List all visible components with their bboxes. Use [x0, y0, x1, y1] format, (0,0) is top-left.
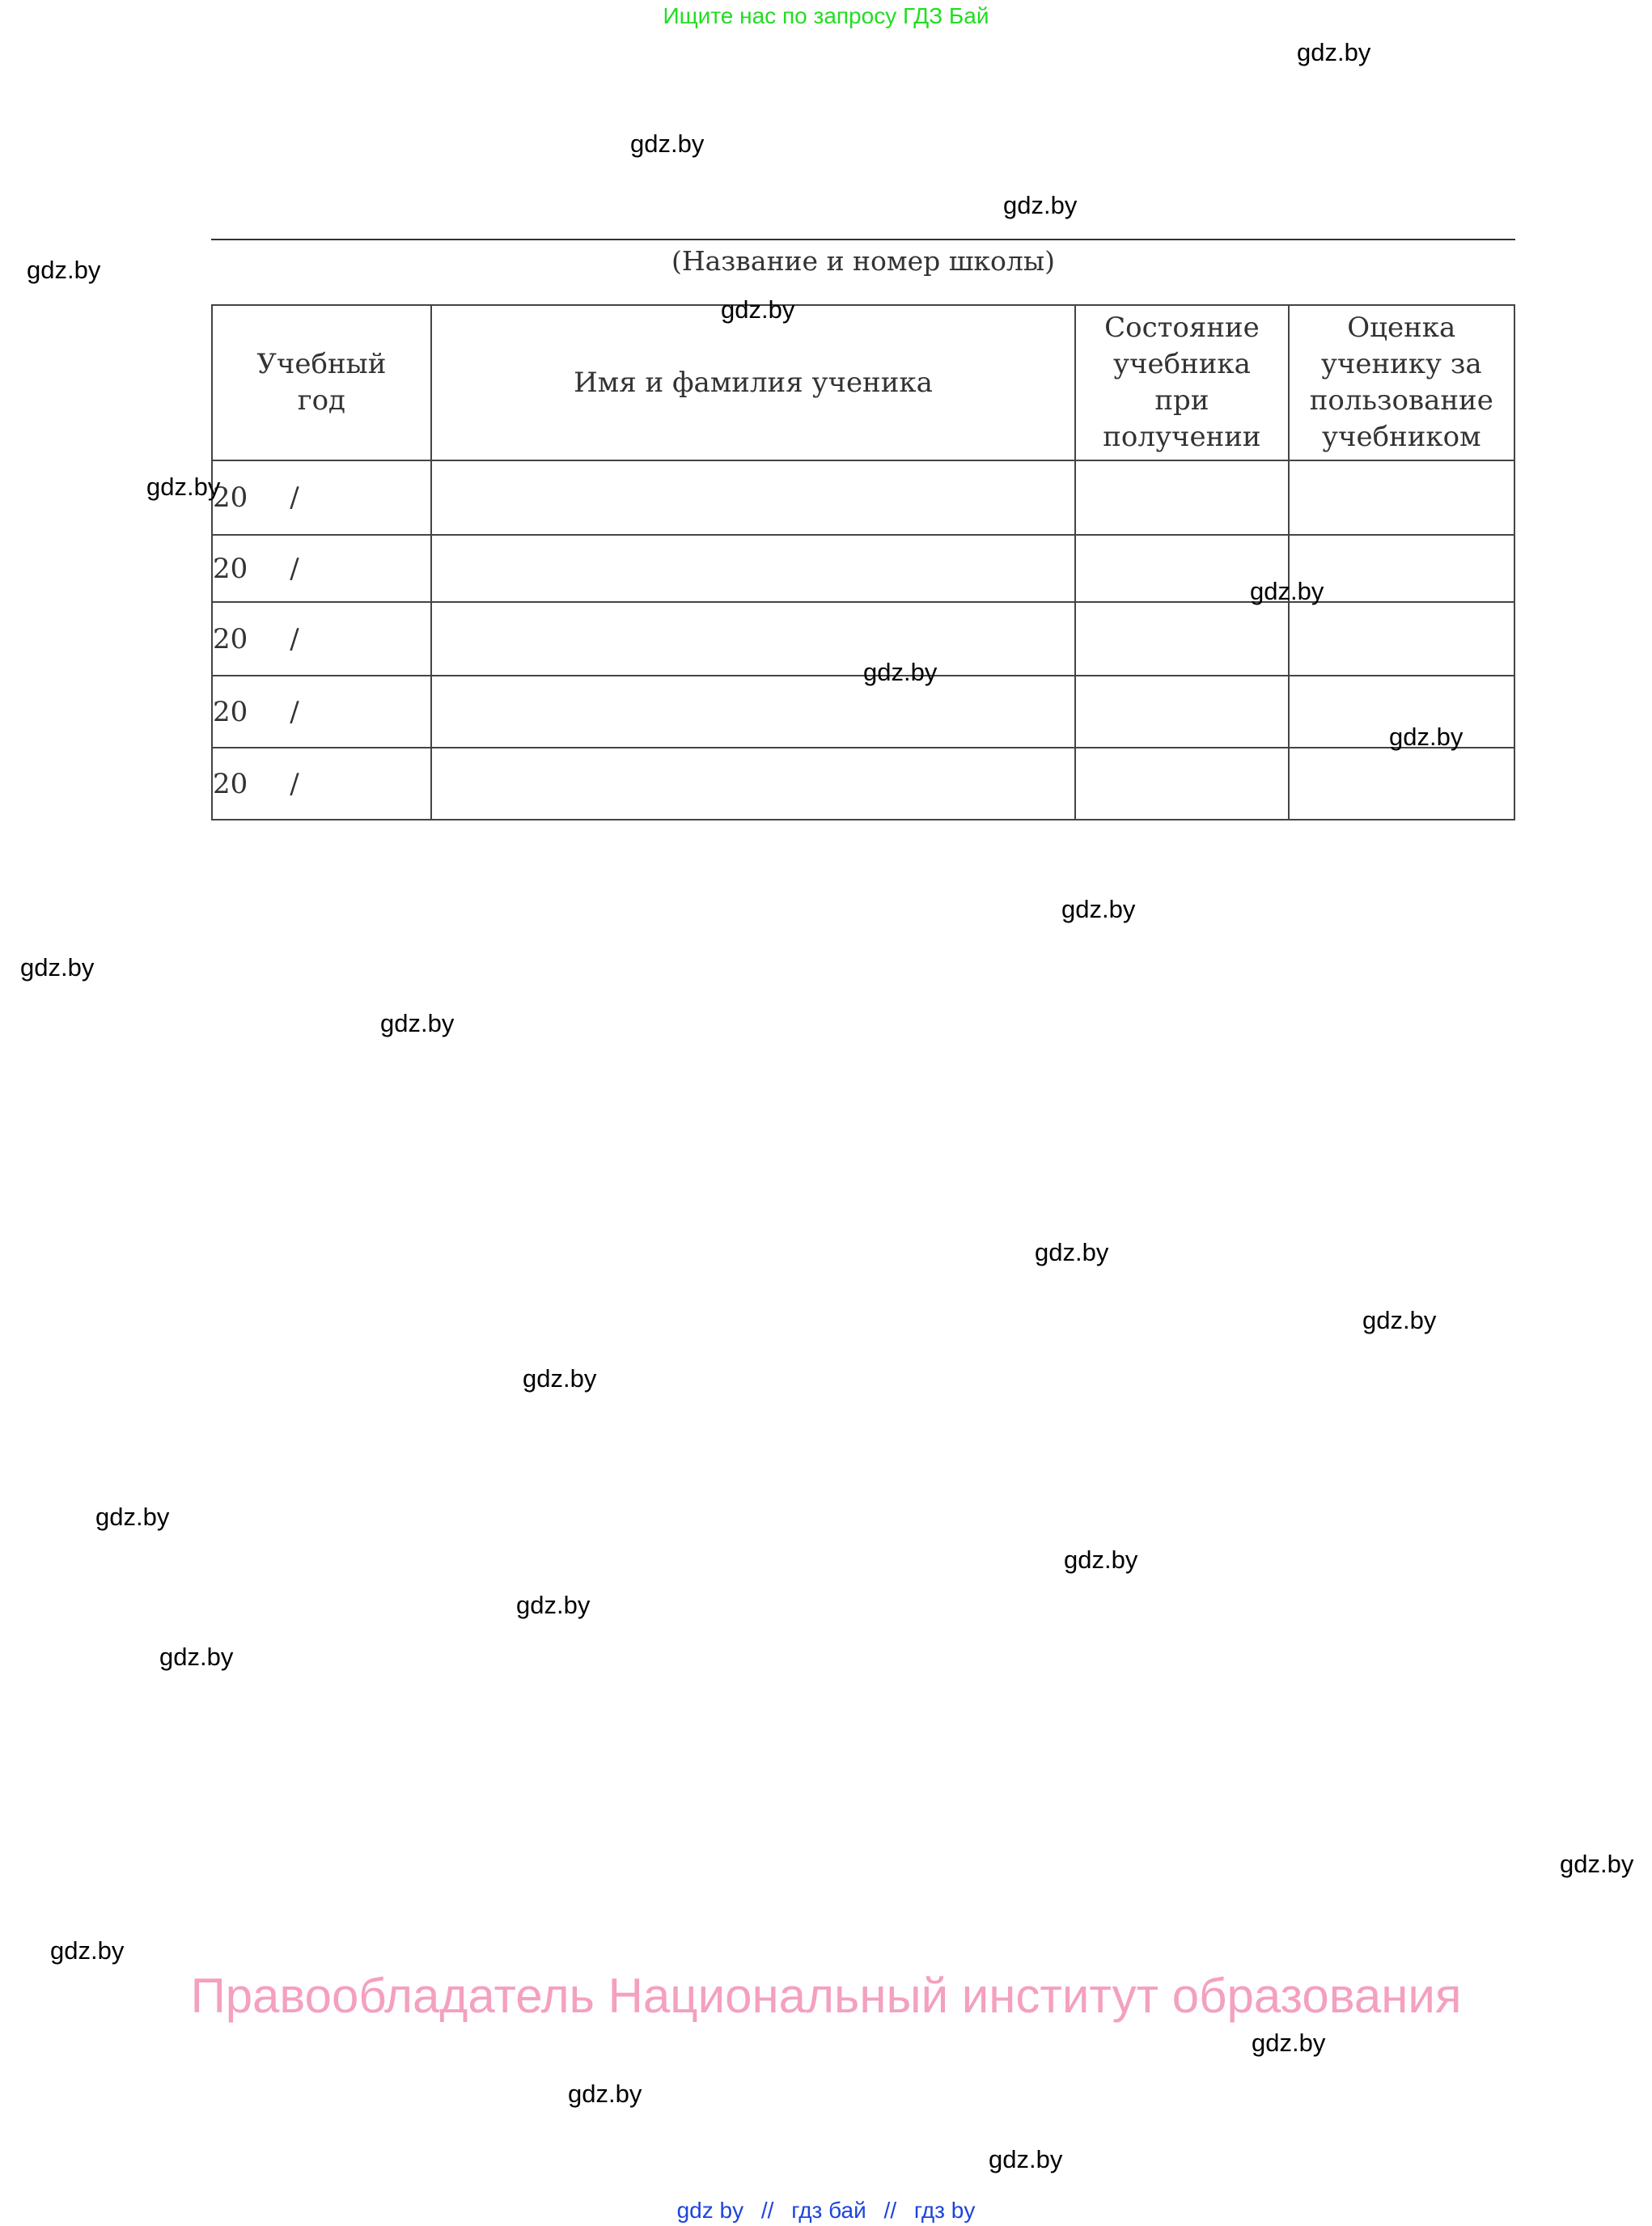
watermark: gdz.by [1035, 1238, 1109, 1266]
school-name-caption: (Название и номер школы) [671, 245, 1056, 277]
column-header-year [212, 305, 431, 460]
year-prefix: 20 [213, 695, 248, 728]
watermark: gdz.by [27, 256, 101, 284]
watermark: gdz.by [159, 1643, 234, 1671]
watermark: gdz.by [630, 129, 705, 158]
year-slash: / [290, 622, 299, 655]
header-line: ученику за [1320, 348, 1482, 380]
school-name-line [211, 239, 1515, 240]
watermark: gdz.by [146, 473, 221, 501]
year-prefix: 20 [213, 767, 248, 800]
student-name-cell [431, 676, 1076, 748]
search-hint-link[interactable]: Ищите нас по запросу ГДЗ Бай [663, 3, 989, 28]
watermark: gdz.by [1389, 723, 1464, 751]
header-line: Оценка [1347, 312, 1456, 344]
watermark: gdz.by [1297, 38, 1371, 66]
condition-cell [1075, 748, 1288, 820]
header-line: год [297, 384, 345, 417]
copyright-notice: Правообладатель Национальный институт образования [190, 1969, 1462, 2023]
header-line: учебником [1321, 421, 1481, 453]
column-header-condition [1075, 305, 1288, 460]
watermark: gdz.by [50, 1936, 125, 1965]
student-name-cell [431, 535, 1076, 602]
watermark: gdz.by [1250, 577, 1324, 605]
year-cell [212, 748, 431, 820]
year-cell [212, 535, 431, 602]
year-slash: / [290, 767, 299, 800]
watermark: gdz.by [1003, 191, 1078, 219]
header-line: Состояние [1104, 312, 1260, 344]
watermark: gdz.by [863, 658, 938, 686]
condition-cell [1075, 676, 1288, 748]
student-name-cell [431, 460, 1076, 535]
watermark: gdz.by [568, 2080, 642, 2108]
footer-separator: // [760, 2198, 774, 2223]
watermark: gdz.by [1061, 895, 1136, 923]
header-line: учебника [1112, 348, 1251, 380]
year-cell [212, 676, 431, 748]
watermark: gdz.by [516, 1591, 591, 1619]
watermark: gdz.by [20, 953, 95, 982]
watermark: gdz.by [989, 2145, 1063, 2173]
year-cell [212, 602, 431, 676]
grade-cell [1289, 748, 1514, 820]
textbook-usage-table [211, 304, 1515, 820]
watermark: gdz.by [1362, 1306, 1437, 1334]
header-line: Учебный [256, 348, 387, 380]
year-slash: / [290, 481, 299, 514]
table-row [212, 748, 1514, 820]
grade-cell [1289, 602, 1514, 676]
table-header-row [212, 305, 1514, 460]
condition-cell [1075, 602, 1288, 676]
year-slash: / [290, 552, 299, 585]
watermark: gdz.by [380, 1009, 455, 1037]
condition-cell [1075, 460, 1288, 535]
table-row [212, 460, 1514, 535]
footer-link-gdz-by[interactable]: gdz by [676, 2198, 744, 2223]
year-cell [212, 460, 431, 535]
footer-separator: // [883, 2198, 897, 2223]
header-line: получении [1103, 421, 1261, 453]
footer-link-gdz-bai[interactable]: гдз бай [791, 2198, 866, 2223]
watermark: gdz.by [721, 295, 795, 324]
year-prefix: 20 [213, 481, 248, 514]
header-line: пользование [1309, 384, 1493, 417]
watermark: gdz.by [1560, 1850, 1634, 1878]
watermark: gdz.by [523, 1364, 597, 1393]
footer-links [0, 2198, 1652, 2224]
header-line: при [1154, 384, 1209, 417]
year-prefix: 20 [213, 622, 248, 655]
footer-link-gdz-by-2[interactable]: гдз by [913, 2198, 976, 2223]
watermark: gdz.by [1064, 1545, 1138, 1574]
grade-cell [1289, 460, 1514, 535]
watermark: gdz.by [1252, 2029, 1326, 2057]
column-header-grade [1289, 305, 1514, 460]
year-prefix: 20 [213, 552, 248, 585]
student-name-cell [431, 748, 1076, 820]
column-header-student-name: Имя и фамилия ученика [431, 305, 1076, 460]
watermark: gdz.by [95, 1503, 170, 1531]
student-name-cell [431, 602, 1076, 676]
year-slash: / [290, 695, 299, 728]
